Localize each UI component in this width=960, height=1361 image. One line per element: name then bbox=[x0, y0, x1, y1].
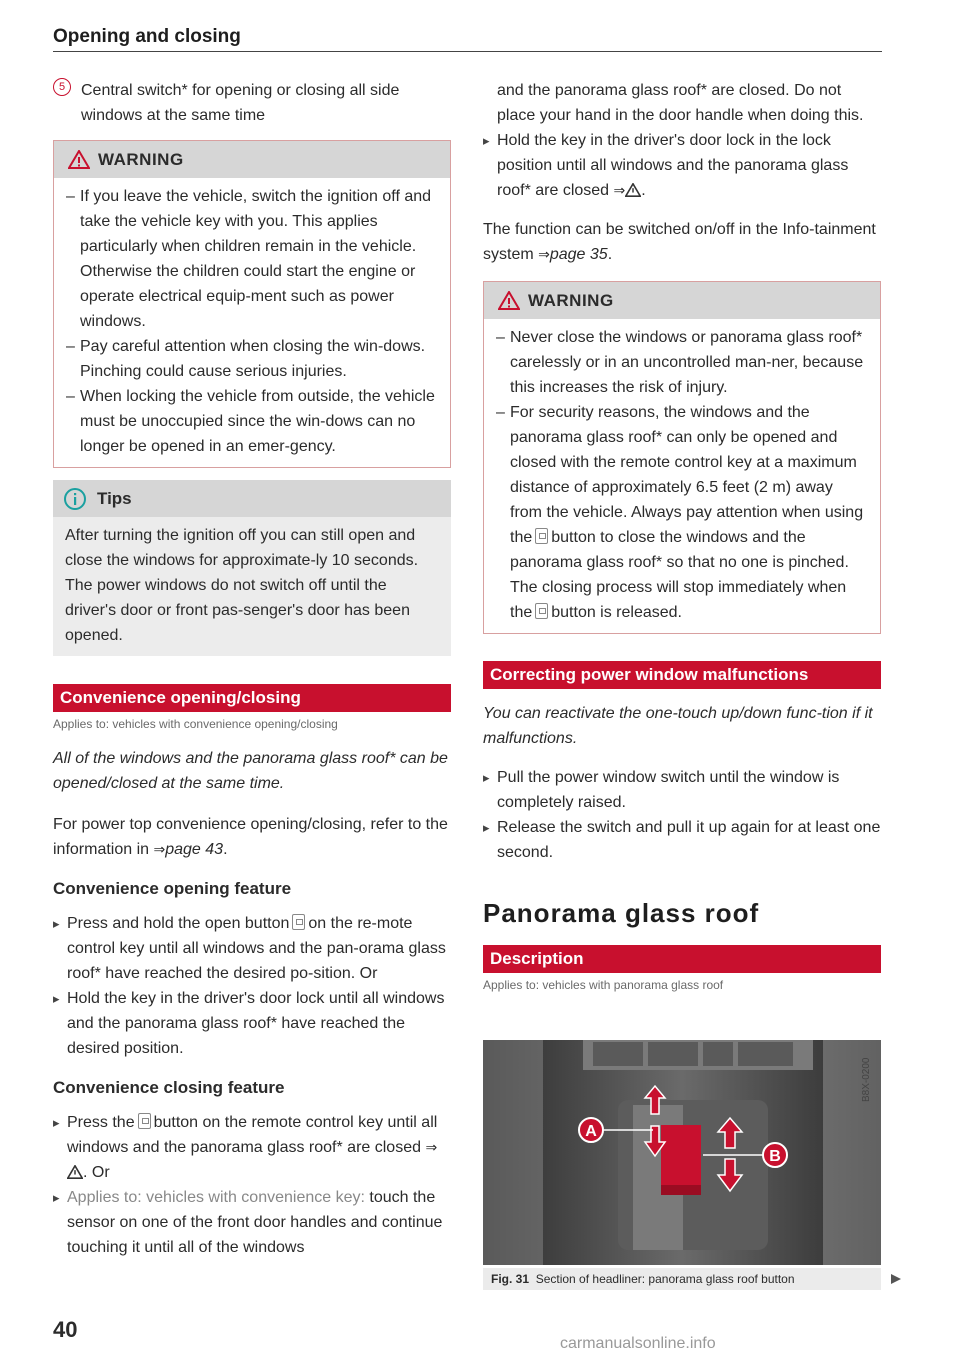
chapter-heading: Panorama glass roof bbox=[483, 898, 760, 928]
tips-body: After turning the ignition off you can still open and close the windows for approximate-ly 10 seconds. The power windows do not switch off until the driver's door or front pas-senger's door has been opened. bbox=[65, 527, 419, 644]
close-button-icon bbox=[535, 528, 548, 544]
open-button-icon bbox=[292, 914, 305, 930]
tips-box bbox=[53, 480, 451, 656]
warning-title: WARNING bbox=[528, 290, 614, 310]
list-item: ▸ Press and hold the open button on the re-mote control key until all windows and the pan-orama glass roof* have reached the desired po-sition. Or bbox=[53, 911, 451, 986]
warning-box-2 bbox=[483, 281, 881, 634]
figure-code: B8X-0200 bbox=[861, 1057, 872, 1102]
section-intro: All of the windows and the panorama glass roof* can be opened/closed at the same time. bbox=[53, 750, 448, 792]
list-item: ▸ Applies to: vehicles with convenience key: touch the sensor on one of the front door handles and continue touching it until all of the windows bbox=[53, 1185, 451, 1260]
figure-headliner bbox=[483, 1040, 881, 1265]
section-title-convenience: Convenience opening/closing bbox=[53, 684, 451, 712]
section-intro: You can reactivate the one-touch up/down func-tion if it malfunctions. bbox=[483, 705, 873, 747]
warning-triangle-icon bbox=[68, 150, 90, 169]
list-item: ▸ Hold the key in the driver's door lock until all windows and the panorama glass roof* have reached the desired position. bbox=[53, 986, 451, 1061]
list-item: ▸ Release the switch and pull it up again for at least one second. bbox=[483, 815, 881, 865]
info-icon bbox=[63, 487, 87, 511]
header-rule bbox=[53, 51, 882, 52]
section-title-description: Description bbox=[483, 945, 881, 973]
warning-triangle-icon bbox=[67, 1165, 83, 1179]
watermark: carmanualsonline.info bbox=[560, 1335, 716, 1352]
warning-triangle-icon bbox=[498, 291, 520, 310]
figure-label: Fig. 31 bbox=[491, 1272, 530, 1286]
warning-item: – Never close the windows or panorama glass roof* carelessly or in an uncontrolled man-ner, because this increases the risk of injury. bbox=[496, 325, 868, 400]
continued-text: and the panorama glass roof* are closed. Do not place your hand in the door handle when doing this. bbox=[497, 82, 864, 124]
list-item: ▸ Hold the key in the driver's door lock in the lock position until all windows and the panorama glass roof* are closed ⇒ . bbox=[483, 128, 881, 203]
warning-item: – Pay careful attention when closing the win-dows. Pinching could cause serious injuries. bbox=[66, 334, 438, 384]
list-item: ▸ Pull the power window switch until the window is completely raised. bbox=[483, 765, 881, 815]
item-5-text: Central switch* for opening or closing all side windows at the same time bbox=[81, 82, 400, 124]
close-button-icon bbox=[138, 1113, 151, 1129]
figure-caption bbox=[483, 1268, 881, 1290]
warning-item: – For security reasons, the windows and the panorama glass roof* can only be opened and closed with the remote control key at a maximum distance of approximately 6.5 feet (2 m) away from the vehicle. Always pay attention when using the button to close the windows and the panorama glass roof* so that no one is pinched. The closing process will stop immediately when the button is released. bbox=[496, 400, 868, 625]
subheading-opening: Convenience opening feature bbox=[53, 879, 292, 898]
subheading-closing: Convenience closing feature bbox=[53, 1078, 285, 1097]
warning-triangle-icon bbox=[625, 183, 641, 197]
callout-a-label: A bbox=[585, 1123, 597, 1140]
item-5 bbox=[53, 78, 451, 128]
page-number: 40 bbox=[53, 1317, 78, 1342]
function-paragraph: The function can be switched on/off in the Info-tainment system ⇒page 35. bbox=[483, 221, 876, 263]
warning-item: – When locking the vehicle from outside, the vehicle must be unoccupied since the win-dows can no longer be opened in an emer-gency. bbox=[66, 384, 438, 459]
tips-title: Tips bbox=[97, 488, 132, 508]
callout-number-icon: 5 bbox=[53, 78, 71, 96]
applies-to: Applies to: vehicles with convenience opening/closing bbox=[53, 717, 338, 731]
applies-to: Applies to: vehicles with panorama glass roof bbox=[483, 978, 724, 992]
running-header: Opening and closing bbox=[53, 26, 241, 47]
figure-caption-text: Section of headliner: panorama glass roof button bbox=[535, 1272, 795, 1286]
power-top-paragraph: For power top convenience opening/closing, refer to the information in ⇒page 43. bbox=[53, 816, 448, 858]
page-ref-link[interactable]: page 35 bbox=[549, 246, 608, 263]
warning-header bbox=[484, 282, 880, 319]
list-item: ▸ Press the button on the remote control key until all windows and the panorama glass roof* are closed ⇒. Or bbox=[53, 1110, 451, 1185]
page-ref-link[interactable]: page 43 bbox=[165, 841, 224, 858]
warning-item: – If you leave the vehicle, switch the ignition off and take the vehicle key with you. This applies particularly when children remain in the vehicle. Otherwise the children could start the engine or operate electrical equip-ment such as power windows. bbox=[66, 184, 438, 334]
continue-arrow-icon bbox=[890, 1273, 902, 1285]
warning-box-1 bbox=[53, 140, 451, 468]
tips-header bbox=[53, 480, 451, 517]
callout-b-label: B bbox=[769, 1148, 781, 1165]
left-column bbox=[53, 78, 451, 1260]
warning-header bbox=[54, 141, 450, 178]
section-title-correcting: Correcting power window malfunctions bbox=[483, 661, 881, 689]
close-button-icon bbox=[535, 603, 548, 619]
headliner-illustration bbox=[483, 1040, 881, 1265]
right-column bbox=[483, 78, 881, 993]
warning-title: WARNING bbox=[98, 149, 184, 169]
